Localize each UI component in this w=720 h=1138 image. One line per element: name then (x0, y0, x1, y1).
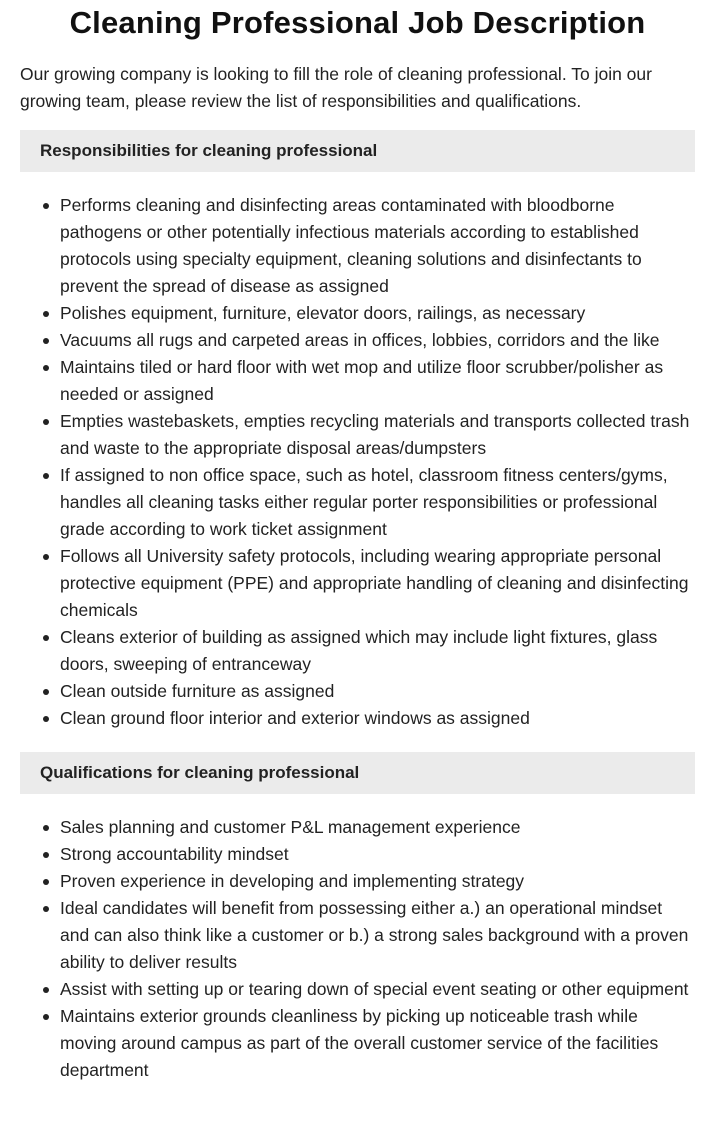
intro-paragraph: Our growing company is looking to fill the role of cleaning professional. To join our growing team, please review the list of responsibilities and qualifications. (20, 64, 652, 111)
page-title: Cleaning Professional Job Description (69, 5, 646, 40)
list-item: Ideal candidates will benefit from possessing either a.) an operational mindset and can also think like a customer or b.) a strong sales background with a proven ability to deliver results (60, 895, 695, 976)
qualifications-list (20, 814, 695, 1084)
list-item: Polishes equipment, furniture, elevator doors, railings, as necessary (60, 300, 695, 327)
list-item: If assigned to non office space, such as hotel, classroom fitness centers/gyms, handles all cleaning tasks either regular porter responsibilities or professional grade according to work ticket assignment (60, 462, 695, 543)
list-item: Maintains tiled or hard floor with wet mop and utilize floor scrubber/polisher as needed or assigned (60, 354, 695, 408)
list-item: Clean ground floor interior and exterior windows as assigned (60, 705, 695, 732)
list-item: Follows all University safety protocols, including wearing appropriate personal protective equipment (PPE) and appropriate handling of cleaning and disinfecting chemicals (60, 543, 695, 624)
list-item: Strong accountability mindset (60, 841, 695, 868)
list-item: Vacuums all rugs and carpeted areas in offices, lobbies, corridors and the like (60, 327, 695, 354)
list-item: Proven experience in developing and implementing strategy (60, 868, 695, 895)
list-item: Clean outside furniture as assigned (60, 678, 695, 705)
list-item: Cleans exterior of building as assigned which may include light fixtures, glass doors, sweeping of entranceway (60, 624, 695, 678)
responsibilities-heading: Responsibilities for cleaning professional (20, 130, 695, 172)
list-item: Empties wastebaskets, empties recycling materials and transports collected trash and waste to the appropriate disposal areas/dumpsters (60, 408, 695, 462)
list-item: Sales planning and customer P&L management experience (60, 814, 695, 841)
qualifications-heading: Qualifications for cleaning professional (20, 752, 695, 794)
list-item: Assist with setting up or tearing down of special event seating or other equipment (60, 976, 695, 1003)
responsibilities-list (20, 192, 695, 732)
list-item: Performs cleaning and disinfecting areas contaminated with bloodborne pathogens or other potentially infectious materials according to established protocols using specialty equipment, cleaning solutions and disinfectants to prevent the spread of disease as assigned (60, 192, 695, 300)
list-item: Maintains exterior grounds cleanliness by picking up noticeable trash while moving around campus as part of the overall customer service of the facilities department (60, 1003, 695, 1084)
